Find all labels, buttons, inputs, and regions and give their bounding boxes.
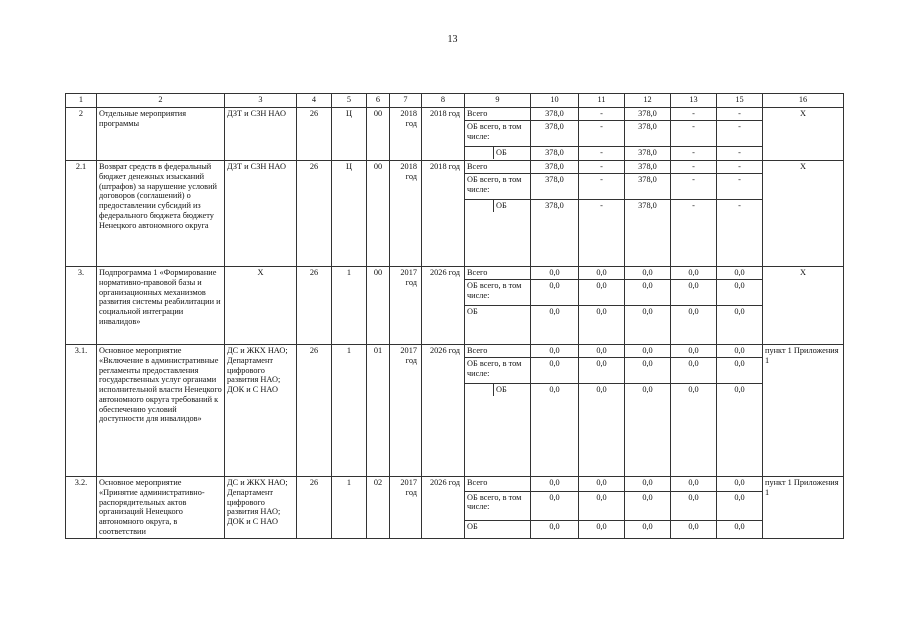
row-number-cell: 3. [66,267,97,345]
start-year-cell: 2017 год [390,345,422,477]
funding-source-cell: ОБ всего, в том числе: [465,121,531,147]
executor-cell: ДС и ЖКХ НАО; Департамент цифрового развития НАО; ДОК и С НАО [225,477,297,539]
note-cell: X [763,108,844,161]
start-year-cell: 2018 год [390,161,422,267]
column-number-header: 13 [671,94,717,108]
amount-cell: - [671,108,717,121]
amount-cell: - [717,174,763,200]
code-cell: 1 [332,477,367,539]
table-row [66,161,844,174]
activity-name-cell: Подпрограмма 1 «Формирование нормативно-правовой базы и организационных механизмов развития системы реабилитации и социальной интеграции инвалидов» [97,267,225,345]
amount-cell: 378,0 [531,147,579,161]
executor-cell: ДЗТ и СЗН НАО [225,161,297,267]
amount-cell: - [579,121,625,147]
column-number-header: 15 [717,94,763,108]
activity-name-cell: Возврат средств в федеральный бюджет денежных изысканий (штрафов) за нарушение условий договоров (соглашений) о предоставлении субсидий из федерального бюджета бюджету Ненецкого автономного округа [97,161,225,267]
amount-cell: 0,0 [717,384,763,477]
amount-cell: 378,0 [625,200,671,267]
executor-cell: ДЗТ и СЗН НАО [225,108,297,161]
code-cell: Ц [332,161,367,267]
code-cell: 26 [297,267,332,345]
amount-cell: 0,0 [625,306,671,345]
amount-cell: 378,0 [531,121,579,147]
amount-cell: 0,0 [717,345,763,358]
amount-cell: - [717,147,763,161]
amount-cell: - [717,161,763,174]
amount-cell: 0,0 [671,520,717,538]
column-number-header: 12 [625,94,671,108]
funding-source-label: ОБ [496,201,507,210]
amount-cell: 0,0 [671,280,717,306]
amount-cell: 0,0 [579,384,625,477]
amount-cell: 0,0 [579,520,625,538]
amount-cell: 378,0 [625,161,671,174]
end-year-cell: 2018 год [422,161,465,267]
amount-cell: 0,0 [717,358,763,384]
column-number-header: 10 [531,94,579,108]
row-number-cell: 2.1 [66,161,97,267]
code-cell: 1 [332,345,367,477]
column-number-header: 9 [465,94,531,108]
code-cell: 26 [297,345,332,477]
amount-cell: 378,0 [531,200,579,267]
amount-cell: - [717,121,763,147]
funding-source-cell: ОБ всего, в том числе: [465,174,531,200]
amount-cell: 0,0 [531,267,579,280]
budget-table [65,93,844,539]
amount-cell: 0,0 [531,520,579,538]
funding-source-cell: Всего [465,345,531,358]
amount-cell: 0,0 [625,491,671,520]
amount-cell: 0,0 [671,491,717,520]
start-year-cell: 2017 год [390,267,422,345]
amount-cell: 0,0 [579,345,625,358]
table-row [66,477,844,492]
amount-cell: - [579,174,625,200]
executor-cell: X [225,267,297,345]
amount-cell: 378,0 [531,108,579,121]
funding-source-cell: ОБ всего, в том числе: [465,491,531,520]
table-row [66,108,844,121]
funding-source-cell [465,147,531,161]
note-cell: пункт 1 Приложения 1 [763,477,844,539]
column-number-header: 11 [579,94,625,108]
funding-source-cell [465,384,531,477]
amount-cell: 0,0 [671,358,717,384]
code-cell: 00 [367,108,390,161]
row-number-cell: 3.2. [66,477,97,539]
funding-source-cell: Всего [465,477,531,492]
activity-name-cell: Отдельные мероприятия программы [97,108,225,161]
funding-source-label: ОБ [496,385,507,394]
code-cell: 26 [297,108,332,161]
amount-cell: 0,0 [625,267,671,280]
column-number-header: 16 [763,94,844,108]
start-year-cell: 2017 год [390,477,422,539]
funding-source-cell: ОБ [465,306,531,345]
page-number: 13 [447,34,458,45]
amount-cell: 0,0 [717,267,763,280]
end-year-cell: 2026 год [422,267,465,345]
amount-cell: - [671,200,717,267]
amount-cell: 0,0 [579,267,625,280]
amount-cell: 0,0 [579,306,625,345]
amount-cell: 0,0 [671,384,717,477]
activity-name-cell: Основное мероприятие «Принятие административно-распорядительных актов организаций Ненецкого автономного округа, в соответствии [97,477,225,539]
executor-cell: ДС и ЖКХ НАО; Департамент цифрового развития НАО; ДОК и С НАО [225,345,297,477]
column-number-header: 1 [66,94,97,108]
funding-source-cell: ОБ [465,520,531,538]
end-year-cell: 2018 год [422,108,465,161]
code-cell: 02 [367,477,390,539]
column-number-header: 2 [97,94,225,108]
column-number-header: 4 [297,94,332,108]
amount-cell: 378,0 [625,121,671,147]
column-number-header: 7 [390,94,422,108]
amount-cell: - [579,108,625,121]
column-number-row [66,94,844,108]
amount-cell: 0,0 [625,520,671,538]
amount-cell: 0,0 [531,345,579,358]
funding-source-cell: Всего [465,161,531,174]
amount-cell: 0,0 [671,345,717,358]
amount-cell: 0,0 [717,491,763,520]
funding-source-cell: Всего [465,108,531,121]
amount-cell: 0,0 [717,306,763,345]
amount-cell: 378,0 [531,161,579,174]
column-number-header: 8 [422,94,465,108]
amount-cell: - [579,147,625,161]
column-number-header: 6 [367,94,390,108]
amount-cell: 0,0 [531,477,579,492]
amount-cell: 0,0 [625,358,671,384]
end-year-cell: 2026 год [422,345,465,477]
table-row [66,345,844,358]
amount-cell: - [579,161,625,174]
amount-cell: 0,0 [717,520,763,538]
funding-source-cell: Всего [465,267,531,280]
funding-source-cell [465,200,531,267]
amount-cell: 0,0 [671,306,717,345]
code-cell: 00 [367,267,390,345]
amount-cell: - [671,121,717,147]
column-number-header: 3 [225,94,297,108]
amount-cell: 0,0 [531,491,579,520]
amount-cell: - [717,200,763,267]
amount-cell: 378,0 [625,108,671,121]
amount-cell: 0,0 [625,477,671,492]
amount-cell: 0,0 [531,384,579,477]
amount-cell: 0,0 [625,345,671,358]
amount-cell: 0,0 [625,280,671,306]
table-body [66,108,844,539]
funding-source-cell: ОБ всего, в том числе: [465,280,531,306]
amount-cell: 0,0 [579,358,625,384]
row-number-cell: 3.1. [66,345,97,477]
row-number-cell: 2 [66,108,97,161]
amount-cell: - [717,108,763,121]
amount-cell: 0,0 [717,477,763,492]
amount-cell: 0,0 [579,491,625,520]
activity-name-cell: Основное мероприятие «Включение в административные регламенты предоставления государственных услуг органами исполнительной власти Ненецкого автономного округа требований к обеспечению условий доступности для инвалидов» [97,345,225,477]
start-year-cell: 2018 год [390,108,422,161]
amount-cell: - [671,161,717,174]
amount-cell: - [579,200,625,267]
amount-cell: 0,0 [671,477,717,492]
amount-cell: 0,0 [579,280,625,306]
funding-source-cell: ОБ всего, в том числе: [465,358,531,384]
amount-cell: 0,0 [531,280,579,306]
amount-cell: 378,0 [625,147,671,161]
column-number-header: 5 [332,94,367,108]
code-cell: 26 [297,161,332,267]
note-cell: X [763,161,844,267]
amount-cell: - [671,174,717,200]
code-cell: 01 [367,345,390,477]
code-cell: 26 [297,477,332,539]
amount-cell: 0,0 [531,358,579,384]
table-row [66,267,844,280]
note-cell: пункт 1 Приложения 1 [763,345,844,477]
amount-cell: 0,0 [671,267,717,280]
note-cell: X [763,267,844,345]
amount-cell: 378,0 [531,174,579,200]
amount-cell: 0,0 [531,306,579,345]
amount-cell: 378,0 [625,174,671,200]
amount-cell: 0,0 [625,384,671,477]
end-year-cell: 2026 год [422,477,465,539]
amount-cell: 0,0 [717,280,763,306]
code-cell: Ц [332,108,367,161]
amount-cell: 0,0 [579,477,625,492]
code-cell: 00 [367,161,390,267]
code-cell: 1 [332,267,367,345]
amount-cell: - [671,147,717,161]
funding-source-label: ОБ [496,148,507,157]
